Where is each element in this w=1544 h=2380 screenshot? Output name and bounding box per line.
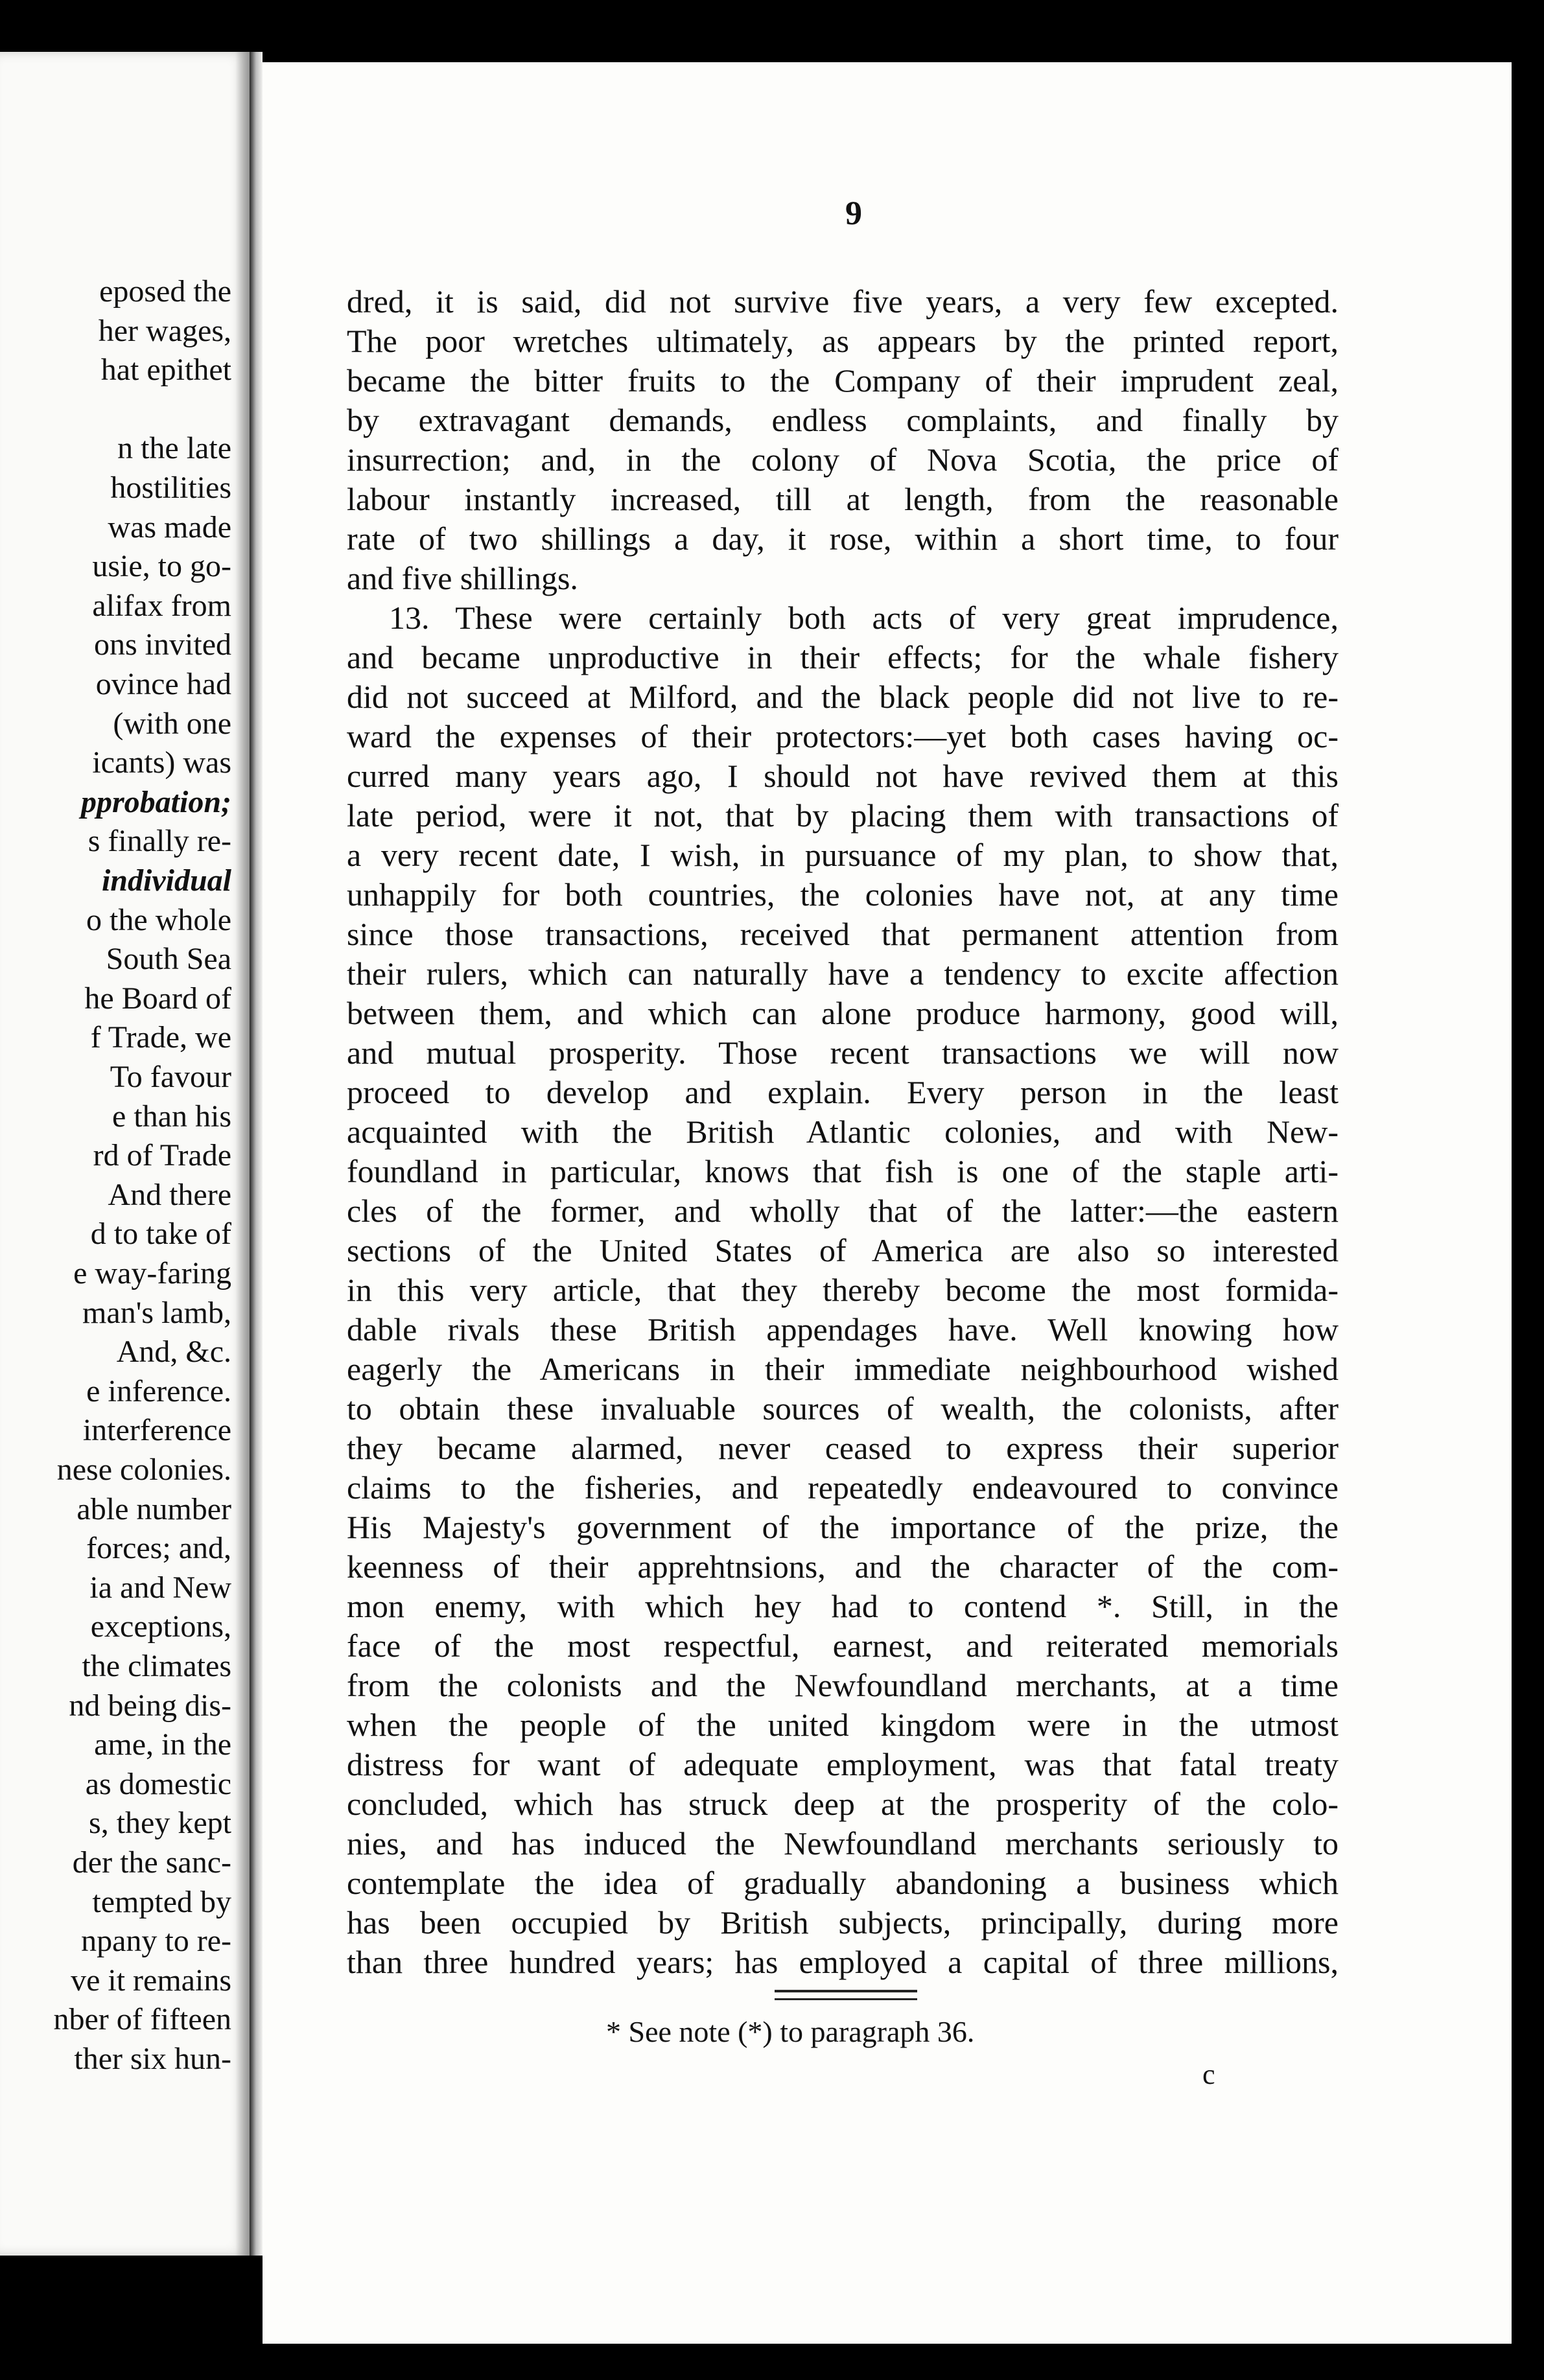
text-line: claims to the fisheries, and repeatedly endeavoured to convince bbox=[347, 1469, 1339, 1506]
text-line: a very recent date, I wish, in pursuance of my plan, to show that, bbox=[347, 837, 1339, 873]
text-line: cles of the former, and wholly that of the latter:—the eastern bbox=[347, 1193, 1339, 1229]
left-page-line: f Trade, we bbox=[90, 1020, 231, 1055]
left-page-line: n the late bbox=[117, 431, 231, 466]
left-page-line: ia and New bbox=[89, 1570, 231, 1605]
left-page-line: To favour bbox=[110, 1060, 231, 1094]
left-page-line: o the whole bbox=[86, 902, 231, 937]
text-line: nies, and has induced the Newfoundland merchants seriously to bbox=[347, 1825, 1339, 1861]
left-page-line: usie, to go- bbox=[92, 549, 231, 584]
text-line: face of the most respectful, earnest, and reiterated memorials bbox=[347, 1628, 1339, 1664]
left-page-line: ther six hun- bbox=[74, 2042, 231, 2076]
book-gutter bbox=[250, 52, 263, 2256]
signature-mark: c bbox=[1202, 2059, 1215, 2090]
left-page-line: her wages, bbox=[98, 313, 231, 348]
footnote-rule bbox=[775, 1990, 917, 2000]
text-line: when the people of the united kingdom were in the utmost bbox=[347, 1707, 1339, 1743]
text-line: distress for want of adequate employment, was that fatal treaty bbox=[347, 1746, 1339, 1782]
left-page-line: nd being dis- bbox=[69, 1688, 231, 1723]
left-page-line: alifax from bbox=[92, 588, 231, 623]
left-page-line: icants) was bbox=[92, 745, 231, 780]
text-line: from the colonists and the Newfoundland merchants, at a time bbox=[347, 1667, 1339, 1703]
left-page-line: hostilities bbox=[110, 471, 231, 505]
text-line: sections of the United States of America are also so interested bbox=[347, 1232, 1339, 1268]
text-line: ward the expenses of their protectors:—yet both cases having oc- bbox=[347, 718, 1339, 754]
left-page-line: individual bbox=[101, 863, 231, 898]
left-page bbox=[0, 52, 250, 2256]
left-page-line: s finally re- bbox=[88, 824, 231, 859]
left-page-line: man's lamb, bbox=[82, 1295, 231, 1330]
left-page-line: pprobation; bbox=[80, 784, 231, 819]
text-line: insurrection; and, in the colony of Nova Scotia, the price of bbox=[347, 441, 1339, 478]
text-line: unhappily for both countries, the colonies have not, at any time bbox=[347, 876, 1339, 913]
left-page-line: ve it remains bbox=[71, 1963, 231, 1998]
text-line: acquainted with the British Atlantic colonies, and with New- bbox=[347, 1114, 1339, 1150]
left-page-line: ovince had bbox=[95, 667, 231, 701]
text-line: dable rivals these British appendages have. Well knowing how bbox=[347, 1311, 1339, 1348]
text-line: and became unproductive in their effects; for the whale fishery bbox=[347, 639, 1339, 675]
text-line: and mutual prosperity. Those recent transactions we will now bbox=[347, 1034, 1339, 1071]
left-page-line: (with one bbox=[113, 706, 231, 741]
text-line: dred, it is said, did not survive five years, a very few excepted. bbox=[347, 283, 1339, 320]
text-line: mon enemy, with which hey had to contend *. Still, in the bbox=[347, 1588, 1339, 1624]
text-line: by extravagant demands, endless complaints, and finally by bbox=[347, 402, 1339, 438]
left-page-line: e than his bbox=[112, 1099, 231, 1134]
left-page-line: forces; and, bbox=[86, 1531, 231, 1566]
left-page-line: e way-faring bbox=[73, 1256, 231, 1290]
text-line: The poor wretches ultimately, as appears by the printed report, bbox=[347, 323, 1339, 359]
text-line: between them, and which can alone produce harmony, good will, bbox=[347, 995, 1339, 1031]
text-line: did not succeed at Milford, and the black people did not live to re- bbox=[347, 679, 1339, 715]
text-line: in this very article, that they thereby become the most formida- bbox=[347, 1272, 1339, 1308]
text-line: and five shillings. bbox=[347, 560, 578, 596]
text-line: His Majesty's government of the importance of the prize, the bbox=[347, 1509, 1339, 1545]
left-page-line: he Board of bbox=[84, 981, 231, 1016]
text-line: late period, were it not, that by placing them with transactions of bbox=[347, 797, 1339, 834]
text-line: rate of two shillings a day, it rose, within a short time, to four bbox=[347, 520, 1339, 557]
text-line: has been occupied by British subjects, principally, during more bbox=[347, 1904, 1339, 1941]
text-line: concluded, which has struck deep at the prosperity of the colo- bbox=[347, 1786, 1339, 1822]
left-page-line: tempted by bbox=[92, 1884, 231, 1919]
left-page-line: nber of fifteen bbox=[53, 2002, 231, 2037]
left-page-line: nese colonies. bbox=[56, 1452, 231, 1487]
left-page-line: d to take of bbox=[90, 1217, 231, 1252]
left-page-line: eposed the bbox=[99, 274, 231, 309]
left-page-line: the climates bbox=[82, 1649, 231, 1683]
footnote: * See note (*) to paragraph 36. bbox=[606, 2015, 975, 2048]
text-line: to obtain these invaluable sources of wealth, the colonists, after bbox=[347, 1390, 1339, 1427]
left-page-line: And there bbox=[108, 1177, 231, 1212]
text-line: contemplate the idea of gradually abandoning a business which bbox=[347, 1865, 1339, 1901]
left-page-line: ons invited bbox=[94, 627, 231, 662]
left-page-line: interference bbox=[82, 1413, 231, 1448]
text-line: since those transactions, received that permanent attention from bbox=[347, 916, 1339, 952]
text-line: their rulers, which can naturally have a tendency to excite affection bbox=[347, 955, 1339, 992]
text-line: proceed to develop and explain. Every person in the least bbox=[347, 1074, 1339, 1110]
left-page-line: able number bbox=[76, 1491, 231, 1526]
left-page-line: e inference. bbox=[86, 1373, 231, 1408]
page-fold-shadow bbox=[235, 52, 250, 2256]
text-line: 13. These were certainly both acts of very great imprudence, bbox=[389, 600, 1339, 636]
text-line: foundland in particular, knows that fish is one of the staple arti- bbox=[347, 1153, 1339, 1189]
text-line: they became alarmed, never ceased to express their superior bbox=[347, 1430, 1339, 1466]
text-line: curred many years ago, I should not have revived them at this bbox=[347, 758, 1339, 794]
text-line: than three hundred years; has employed a capital of three millions, bbox=[347, 1944, 1339, 1980]
left-page-line: hat epithet bbox=[100, 353, 231, 388]
page-number: 9 bbox=[845, 195, 862, 232]
left-page-line: s, they kept bbox=[89, 1806, 231, 1841]
text-line: became the bitter fruits to the Company of their imprudent zeal, bbox=[347, 362, 1339, 399]
left-page-line: ame, in the bbox=[94, 1727, 231, 1762]
left-page-line: der the sanc- bbox=[72, 1845, 231, 1880]
text-line: eagerly the Americans in their immediate neighbourhood wished bbox=[347, 1351, 1339, 1387]
left-page-line: And, &c. bbox=[116, 1335, 231, 1370]
left-page-line: npany to re- bbox=[81, 1924, 231, 1959]
left-page-line: rd of Trade bbox=[93, 1138, 231, 1173]
text-line: keenness of their apprehtnsions, and the character of the com- bbox=[347, 1548, 1339, 1585]
left-page-line: exceptions, bbox=[90, 1609, 231, 1644]
left-page-line: as domestic bbox=[85, 1766, 231, 1801]
body-text bbox=[347, 282, 1339, 1982]
text-line: labour instantly increased, till at length, from the reasonable bbox=[347, 481, 1339, 517]
left-page-line: South Sea bbox=[106, 942, 231, 977]
left-page-line: was made bbox=[108, 509, 231, 544]
